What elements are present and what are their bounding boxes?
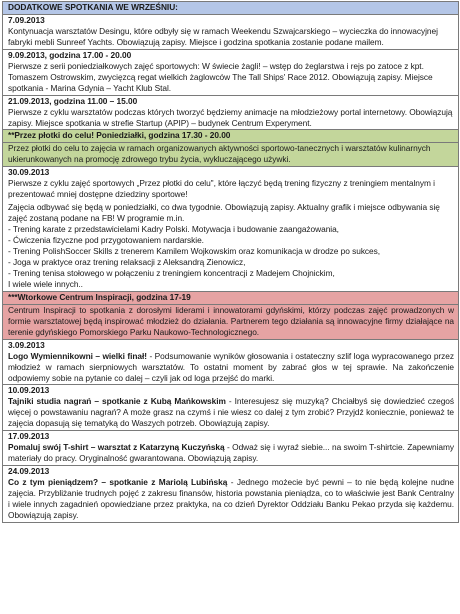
event-date: 9.09.2013, godzina 17.00 - 20.00 [8,49,132,60]
table-header-row [3,2,459,15]
event-description-block [8,442,454,464]
event-series-title [3,130,459,143]
event-lead: Co z tym pieniądzem? – spotkanie z Mariolą Lubińską [8,477,228,488]
event-cell [3,49,459,95]
event-row [3,14,459,49]
event-lead: Logo Wymiennikowni – wielki finał! [8,350,147,361]
event-description-block [8,351,454,384]
event-description: - Podsumowanie wyników głosowania i ostateczny szlif loga wypracowanego przez młodzież w ramach sierpniowych warsztatów. To ostatni moment by zabrać głos w tej sprawie. Na zakończenie odpowiemy sobie na pytanie co dalej – czyli jak od loga przejść do marki. [8,350,454,383]
program-list-item: - Trening tenisa stołowego w połączeniu z treningiem koncentracji z Madejem Chojnickim, [8,267,335,278]
event-cell [3,14,459,49]
series-description: Centrum Inspiracji to spotkania z dorosłymi liderami i innowatorami gdyńskimi, którzy podczas zajęć prowadzonych w formie warsztatowej będą inspirować młodzież do działania. Partnerem tego działania są innowacyjne firmy działające na terenie gdyńskiego Pomorskiego Parku Naukowo-Technologicznego. [8,304,454,337]
event-cell [3,143,459,167]
event-cell [3,385,459,431]
program-list-item: I wiele wiele innych.. [8,278,83,289]
event-description: - Interesujesz się muzyką? Chciałbyś się dowiedzieć czegoś więcej o powstawaniu nagrań? A może grasz na czymś i nie wiesz co dalej z tym zrobić? Przyjdź koniecznie, ponieważ te zajęcia dopasują się tematyką do Waszych potrzeb. Obowiązują zapisy. [8,396,454,429]
event-cell [3,466,459,523]
event-row [3,385,459,431]
series-description: Przez płotki do celu to zajęcia w ramach organizowanych aktywności sportowo-tanecznych i warsztatów kulinarnych ukierunkowanych na promocję zdrowego trybu życia, wykluczającego używki. [8,143,431,165]
event-date: 3.09.2013 [8,339,45,350]
event-series-row [3,143,459,167]
event-lead: Pomaluj swój T-shirt – warsztat z Katarzyną Kuczyńską [8,442,225,453]
program-list-item: - Ćwiczenia fizyczne pod przygotowaniem nardarskie. [8,235,204,246]
event-description: Pierwsze z cyklu zajęć sportowych „Przez płotki do celu", które łączyć będą trening fizyczny z treningiem mentalnym i prezentować mniej dostępne dziedziny sportowe! [8,178,435,200]
event-series-header-row [3,291,459,304]
event-series-title [3,291,459,304]
series-title: **Przez płotki do celu! Poniedziałki, godzina 17.30 - 20.00 [8,130,231,141]
event-cell [3,431,459,466]
event-cell [3,167,459,291]
event-description: Pierwsze z serii poniedziałkowych zajęć sportowych: W świecie żagli! – wstęp do żeglarstwa i rejs po zatoce z kpt. Tomaszem Ostrowskim, zwycięzcą regat wielkich żaglowców The Tall Ships' Race 2012. Obowiązują zapisy. Miejsce spotkania - Marina Gdynia – Yacht Klub Stal. [8,60,433,93]
event-description: Kontynuacja warsztatów Desingu, które odbyły się w ramach Weekendu Szwajcarskiego – wycieczka do innowacyjnej fabryki mebli Sunreef Yachts. Obowiązują zapisy. Miejsce i godzina spotkania zostanie podane mailem. [8,25,438,47]
event-description: Pierwsze z cyklu warsztatów podczas których tworzyć będziemy animacje na młodzieżowy portal internetowy. Obowiązują zapisy. Miejsce spotkania w strefie Startup (APIP) – budynek Centrum Experyment. [8,106,453,128]
event-row [3,466,459,523]
event-row [3,431,459,466]
event-series-row [3,304,459,339]
event-description: - Jednego możecie być pewni – to nie będą kolejne nudne zajęcia. Przybliżanie trudnych pojęć z zakresu finansów, historia powstania pieniądza, co to właściwie jest Bank Centralny i wiele innych zagadnień opowiedziane przez praktyka, na co dzień Dyrektor Oddziału Banku Pekao przyda się każdemu. Obowiązują zapisy. [8,477,454,520]
event-row [3,339,459,385]
event-cell [3,304,459,339]
event-row [3,49,459,95]
event-description-block [8,477,454,521]
program-list-item: - Joga w praktyce oraz trening relaksacji z Aleksandrą Zienowicz, [8,256,246,267]
event-date: 17.09.2013 [8,431,50,442]
event-series-header-row [3,130,459,143]
program-list-item: - Trening karate z przedstawicielami Kadry Polski. Motywacja i budowanie zaangażowania, [8,224,339,235]
event-date: 21.09.2013, godzina 11.00 – 15.00 [8,95,138,106]
event-lead: Tajniki studia nagrań – spotkanie z Kubą Mańkowskim [8,396,226,407]
event-description-block [8,396,454,429]
event-date: 10.09.2013 [8,385,50,396]
series-title: ***Wtorkowe Centrum Inspiracji, godzina 17-19 [8,291,191,302]
event-date: 7.09.2013 [8,14,45,25]
event-date: 30.09.2013 [8,167,50,178]
event-description: Zajęcia odbywać się będą w poniedziałki, co dwa tygodnie. Obowiązują zapisy. Aktualny grafik i miejsce odbywania się zajęć zostaną podane na FB! W programie m.in. [8,202,440,224]
event-cell [3,339,459,385]
event-row [3,95,459,130]
event-row [3,167,459,291]
program-list-item: - Trening PolishSoccer Skills z trenerem Kamilem Wojkowskim oraz komunikacja w drodze po sukces, [8,246,381,257]
schedule-table [2,1,459,523]
event-date: 24.09.2013 [8,466,50,477]
event-cell [3,95,459,130]
table-header: DODATKOWE SPOTKANIA WE WRZEŚNIU: [3,2,459,15]
event-description: - Odważ się i wyraź siebie... na swoim T-shirtcie. Zapewniamy materiały do pracy. Oryginalność gwarantowana. Obowiązują zapisy. [8,442,454,464]
